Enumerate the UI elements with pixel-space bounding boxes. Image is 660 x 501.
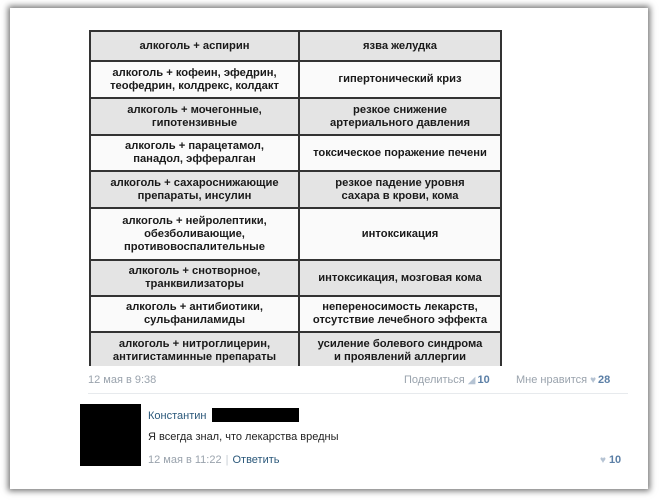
cell-line: интоксикация, мозговая кома	[318, 271, 482, 284]
cell-line: алкоголь + парацетамол,	[124, 140, 264, 152]
effect-cell	[299, 171, 501, 208]
effect-cell	[299, 332, 501, 366]
cell-line: язва желудка	[363, 39, 437, 52]
cell-line: алкоголь + аспирин	[139, 39, 250, 52]
comment-like-count: 10	[608, 454, 622, 466]
cell-line: сахара в крови, кома	[341, 189, 459, 202]
table-row	[90, 31, 501, 61]
effect-cell	[299, 98, 501, 135]
table-row	[90, 135, 501, 171]
comment-meta	[148, 454, 280, 466]
effect-cell	[299, 260, 501, 296]
effect-cell	[299, 61, 501, 98]
cell-line: алкоголь + нитроглицерин,	[118, 338, 271, 350]
cell-line: интоксикация	[361, 227, 439, 240]
drug-combination-cell	[90, 208, 299, 260]
cell-line: токсическое поражение печени	[313, 146, 487, 159]
table-row	[90, 208, 501, 260]
cell-line: противовоспалительные	[124, 240, 265, 253]
redacted-surname-bar	[212, 408, 299, 422]
share-label: Поделиться	[404, 374, 465, 386]
table-row	[90, 260, 501, 296]
drug-combination-cell	[90, 98, 299, 135]
comment-text: Я всегда знал, что лекарства вредны	[148, 431, 339, 443]
cell-line: алкоголь + снотворное,	[128, 265, 261, 277]
table-row	[90, 332, 501, 366]
like-count: 28	[598, 374, 611, 386]
drug-combination-cell	[90, 135, 299, 171]
drug-combination-cell	[90, 296, 299, 332]
comment-author[interactable]: Константин	[148, 410, 207, 422]
cell-line: отсутствие лечебного эффекта	[312, 314, 488, 326]
like-button[interactable]	[516, 374, 610, 386]
table-row	[90, 171, 501, 208]
drug-combination-cell	[90, 61, 299, 98]
cell-line: алкоголь + сахароснижающие	[110, 176, 279, 189]
comment-date[interactable]: 12 мая в 11:22	[148, 454, 222, 466]
heart-icon: ♥	[590, 375, 597, 386]
cell-line: артериального давления	[330, 116, 470, 129]
table-row	[90, 296, 501, 332]
post-date[interactable]: 12 мая в 9:38	[88, 374, 157, 386]
megaphone-icon: ◢	[467, 375, 476, 386]
drug-combination-cell	[90, 171, 299, 208]
effect-cell	[299, 296, 501, 332]
effect-cell	[299, 208, 501, 260]
drug-combination-cell	[90, 31, 299, 61]
cell-line: непереносимость лекарств,	[322, 301, 478, 313]
cell-line: гипертонический криз	[338, 73, 462, 85]
cell-line: усиление болевого синдрома	[317, 338, 483, 350]
meta-separator: |	[225, 454, 229, 466]
cell-line: алкоголь + мочегонные,	[127, 103, 262, 116]
cell-line: транквилизаторы	[145, 278, 244, 290]
cell-line: алкоголь + нейролептики,	[122, 214, 267, 227]
reply-button[interactable]: Ответить	[232, 454, 280, 466]
effect-cell	[299, 135, 501, 171]
comments-divider	[88, 393, 628, 394]
drug-interaction-table	[89, 30, 502, 366]
cell-line: обезболивающие,	[144, 227, 245, 240]
comment-like-button[interactable]	[600, 454, 621, 466]
cell-line: алкоголь + кофеин, эфедрин,	[112, 66, 277, 79]
post-image[interactable]	[88, 30, 503, 366]
cell-line: панадол, эффералган	[133, 153, 256, 165]
cell-line: антигистаминные препараты	[112, 351, 277, 363]
cell-line: алкоголь + антибиотики,	[125, 301, 264, 313]
share-button[interactable]	[404, 374, 490, 386]
like-label: Мне нравится	[516, 374, 588, 386]
heart-icon: ♥	[600, 455, 606, 466]
effect-cell	[299, 31, 501, 61]
cell-line: теофедрин, колдрекс, колдакт	[110, 79, 279, 92]
table-row	[90, 61, 501, 98]
share-count: 10	[477, 374, 490, 386]
cell-line: резкое снижение	[353, 103, 447, 116]
cell-line: гипотензивные	[151, 116, 238, 129]
cell-line: препараты, инсулин	[137, 189, 252, 202]
cell-line: и проявлений аллергии	[333, 351, 467, 363]
cell-line: резкое падение уровня	[335, 176, 465, 189]
cell-line: сульфаниламиды	[143, 314, 246, 326]
drug-combination-cell	[90, 260, 299, 296]
avatar[interactable]	[80, 404, 141, 466]
drug-combination-cell	[90, 332, 299, 366]
table-row	[90, 98, 501, 135]
post-meta	[88, 374, 628, 388]
